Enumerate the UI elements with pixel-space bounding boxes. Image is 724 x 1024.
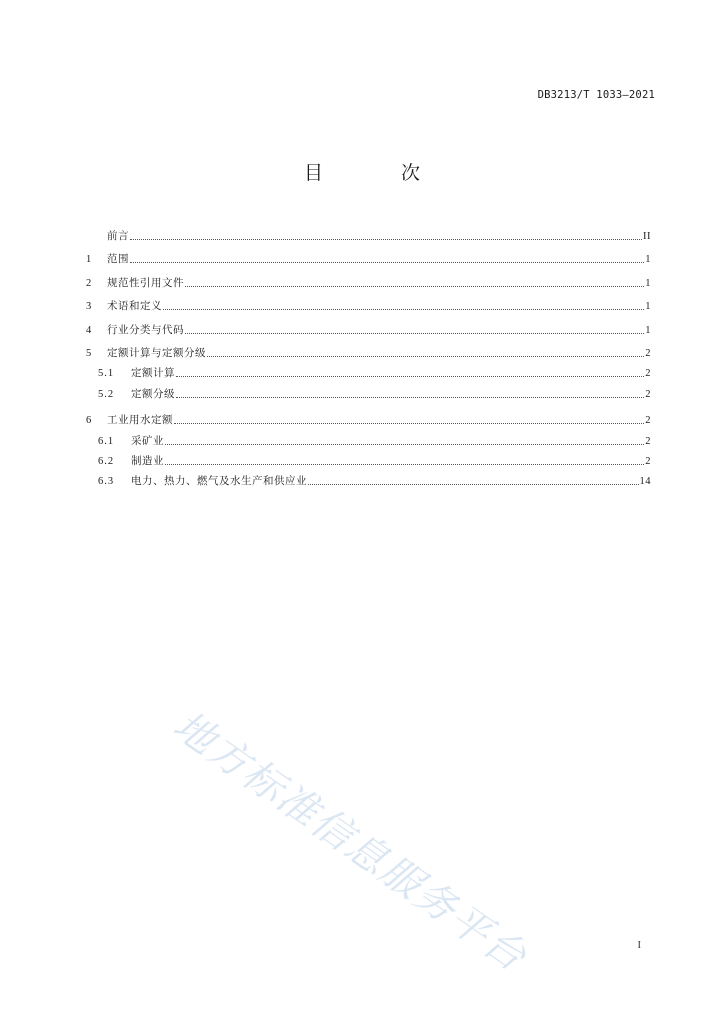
toc-entry-label: 定额计算与定额分级 xyxy=(107,347,206,359)
toc-entry-page: 1 xyxy=(645,301,651,312)
toc-entry-label: 采矿业 xyxy=(131,434,164,447)
toc-entry[interactable] xyxy=(86,468,651,488)
toc-entry-page: 1 xyxy=(645,324,651,336)
toc-leader-dots xyxy=(130,238,642,240)
toc-entry[interactable] xyxy=(86,290,651,314)
toc-entry-label: 范围 xyxy=(107,253,129,265)
page-number: I xyxy=(637,940,641,951)
toc-entry-page: 1 xyxy=(645,254,651,265)
toc-entry-page: 2 xyxy=(645,415,651,427)
toc-entry[interactable] xyxy=(86,219,651,243)
toc-entry-label: 规范性引用文件 xyxy=(107,276,184,289)
page-title: 目 次 xyxy=(303,162,457,184)
toc-entry-number: 5.1 xyxy=(98,368,115,380)
toc-leader-dots xyxy=(174,422,644,424)
toc-entry-number: 6.2 xyxy=(98,456,115,468)
toc-entry[interactable] xyxy=(86,380,651,400)
toc-leader-dots xyxy=(165,463,644,465)
toc-entry[interactable] xyxy=(86,243,651,267)
toc-entry-number: 4 xyxy=(86,324,92,336)
toc-entry-label: 前言 xyxy=(107,229,129,242)
toc-entry-label: 定额计算 xyxy=(131,367,175,380)
toc-leader-dots xyxy=(163,308,644,310)
toc-entry-label: 电力、热力、燃气及水生产和供应业 xyxy=(131,475,307,488)
toc-entry-number: 2 xyxy=(86,277,92,289)
toc-entry-label: 制造业 xyxy=(131,455,164,468)
toc-entry-page: 2 xyxy=(645,348,651,359)
toc-entry-page: 2 xyxy=(645,368,651,380)
toc-entry-label: 术语和定义 xyxy=(107,300,162,312)
watermark: 地方标准信息服务平台 xyxy=(164,702,536,982)
toc-entry[interactable] xyxy=(86,337,651,361)
toc-entry[interactable] xyxy=(86,448,651,468)
toc-entry[interactable] xyxy=(86,266,651,290)
toc-entry-label: 工业用水定额 xyxy=(107,414,173,427)
toc-entry-page: 2 xyxy=(645,388,651,400)
toc-leader-dots xyxy=(185,332,644,334)
toc-entry-number: 5.2 xyxy=(98,388,115,400)
toc-entry-page: 1 xyxy=(645,277,651,289)
toc-entry-number: 1 xyxy=(86,254,92,265)
toc-leader-dots xyxy=(185,285,644,287)
toc-entry-page: II xyxy=(643,230,651,242)
toc-leader-dots xyxy=(130,261,644,263)
toc-entry-number: 6.3 xyxy=(98,476,115,488)
toc-entry[interactable] xyxy=(86,313,651,337)
document-code: DB3213/T 1033—2021 xyxy=(537,89,655,101)
toc-entry-page: 2 xyxy=(645,456,651,468)
toc-entry-label: 行业分类与代码 xyxy=(107,323,184,336)
toc-entry-number: 3 xyxy=(86,301,92,312)
toc-entry-page: 2 xyxy=(645,435,651,447)
toc-entry-number: 6 xyxy=(86,415,92,427)
toc-leader-dots xyxy=(165,443,644,445)
toc-entry[interactable] xyxy=(86,404,651,428)
toc-leader-dots xyxy=(176,396,644,398)
toc-entry-number: 5 xyxy=(86,348,92,359)
toc-entry[interactable] xyxy=(86,427,651,447)
toc-entry-page: 14 xyxy=(639,476,651,488)
toc-entry[interactable] xyxy=(86,360,651,380)
toc-leader-dots xyxy=(308,483,639,485)
table-of-contents xyxy=(86,219,651,488)
toc-entry-number: 6.1 xyxy=(98,435,115,447)
toc-leader-dots xyxy=(207,355,644,357)
toc-entry-label: 定额分级 xyxy=(131,387,175,400)
toc-leader-dots xyxy=(176,375,644,377)
